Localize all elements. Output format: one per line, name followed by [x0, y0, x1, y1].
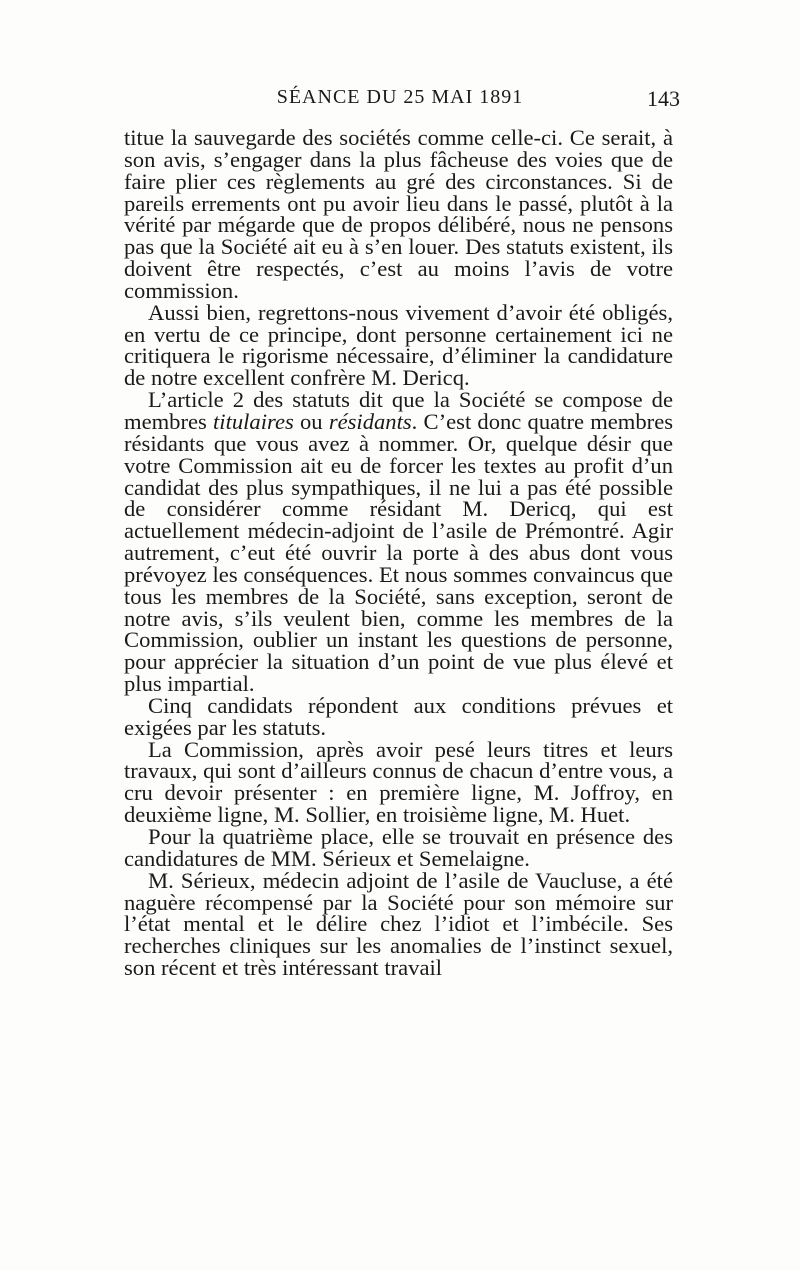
paragraph-article-2: [124, 389, 673, 695]
paragraph-dericq-candidature: Aussi bien, regrettons-nous vivement d’avoir été obligés, en vertu de ce principe, dont personne certainement ici ne critiquera le rigorisme nécessaire, d’éliminer la candidature de notre excellent confrère M. Dericq.: [124, 299, 673, 391]
running-title: SÉANCE DU 25 MAI 1891: [276, 86, 524, 108]
paragraph-serieux: M. Sérieux, médecin adjoint de l’asile de Vaucluse, a été naguère récompensé par la Société pour son mémoire sur l’état mental et le délire chez l’idiot et l’imbécile. Ses recherches cliniques sur les anomalies de l’instinct sexuel, son récent et très intéressant travail: [124, 867, 673, 981]
running-head: [120, 86, 680, 116]
italic-titulaires: titulaires: [213, 408, 294, 434]
article-2-text-rest: . C’est donc quatre membres résidants que vous avez à nommer. Or, quelque désir que votre Commission ait eu de forcer les textes au profit d’un candidat des plus sympathiques, il ne lui a pas été possible de considérer comme résidant M. Dericq, qui est actuellement médecin-adjoint de l’asile de Prémontré. Agir autrement, c’eut été ouvrir la porte à des abus dont vous prévoyez les conséquences. Et nous sommes convaincus que tous les membres de la Société, sans exception, seront de notre avis, s’ils veulent bien, comme les membres de la Commission, oublier un instant les questions de personne, pour apprécier la situation d’un point de vue plus élevé et plus impartial.: [124, 408, 674, 697]
paragraph-commission-ranking: La Commission, après avoir pesé leurs titres et leurs travaux, qui sont d’ailleurs connus de chacun d’entre vous, a cru devoir présenter : en première ligne, M. Joffroy, en deuxième ligne, M. Sollier, en troisième ligne, M. Huet.: [124, 736, 673, 828]
italic-residants: résidants: [328, 408, 412, 434]
paragraph-continuation: titue la sauvegarde des sociétés comme celle-ci. Ce serait, à son avis, s’engager dans la plus fâcheuse des voies que de faire plier ces règlements au gré des circonstances. Si de pareils errements ont pu avoir lieu dans le passé, plutôt à la vérité par mégarde que de propos délibéré, nous ne pensons pas que la Société ait eu à s’en louer. Des statuts existent, ils doivent être respectés, c’est au moins l’avis de votre commission.: [124, 125, 673, 303]
paragraph-fourth-place: Pour la quatrième place, elle se trouvait en présence des candidatures de MM. Sérieux et Semelaigne.: [124, 824, 673, 871]
article-2-text-ou: ou: [293, 408, 329, 434]
paragraph-five-candidates: Cinq candidats répondent aux conditions prévues et exigées par les statuts.: [124, 692, 673, 740]
body-text: [124, 127, 673, 979]
page-number: 143: [647, 86, 680, 111]
article-2-text-start: L’article 2 des statuts dit que la Société se compose de membres: [124, 387, 673, 434]
